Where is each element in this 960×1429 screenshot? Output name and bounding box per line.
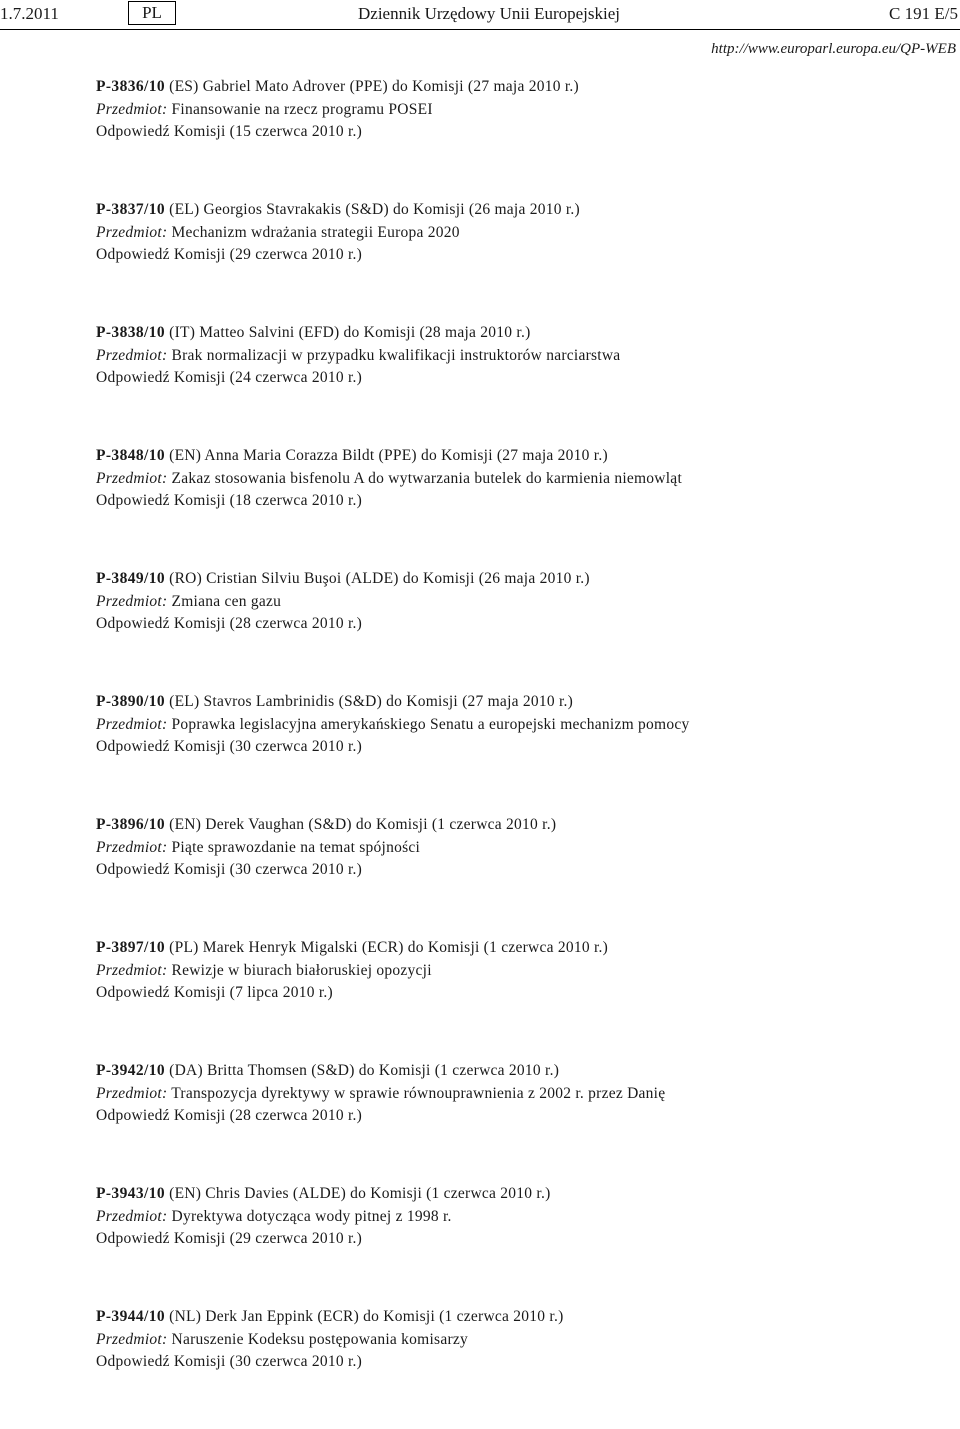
answer-label: Odpowiedź Komisji: [96, 246, 226, 263]
question-number: P-3890/10: [96, 693, 166, 710]
commission-answer: [96, 490, 946, 513]
question-number: P-3896/10: [96, 816, 166, 833]
answer-label: Odpowiedź Komisji: [96, 861, 226, 878]
question-author: (ES) Gabriel Mato Adrover (PPE) do Komisji (27 maja 2010 r.): [169, 78, 579, 95]
question-subject: [96, 222, 946, 245]
commission-answer: [96, 367, 946, 390]
commission-answer: [96, 121, 946, 144]
answer-date: (29 czerwca 2010 r.): [229, 246, 363, 263]
page-reference: C 191 E/5: [889, 4, 958, 23]
question-entry: [96, 76, 946, 199]
question-subject: [96, 468, 946, 491]
question-entry: [96, 691, 946, 814]
commission-answer: [96, 1105, 946, 1128]
subject-label: Przedmiot:: [96, 838, 168, 856]
question-author: (PL) Marek Henryk Migalski (ECR) do Komisji (1 czerwca 2010 r.): [169, 939, 609, 956]
question-heading: [96, 1060, 946, 1083]
question-author: (EN) Chris Davies (ALDE) do Komisji (1 czerwca 2010 r.): [169, 1185, 551, 1202]
subject-label: Przedmiot:: [96, 223, 168, 241]
question-number: P-3943/10: [96, 1185, 166, 1202]
journal-title: Dziennik Urzędowy Unii Europejskiej: [358, 4, 621, 23]
question-number: P-3944/10: [96, 1308, 166, 1325]
question-author: (EN) Anna Maria Corazza Bildt (PPE) do Komisji (27 maja 2010 r.): [169, 447, 608, 464]
publication-date: 1.7.2011: [0, 4, 59, 23]
answer-label: Odpowiedź Komisji: [96, 369, 226, 386]
subject-text: Mechanizm wdrażania strategii Europa 2020: [171, 223, 460, 241]
commission-answer: [96, 1351, 946, 1374]
question-author: (NL) Derk Jan Eppink (ECR) do Komisji (1 czerwca 2010 r.): [169, 1308, 564, 1325]
subject-label: Przedmiot:: [96, 1330, 168, 1348]
question-author: (RO) Cristian Silviu Buşoi (ALDE) do Komisji (26 maja 2010 r.): [169, 570, 590, 587]
question-entry: [96, 445, 946, 568]
answer-label: Odpowiedź Komisji: [96, 1353, 226, 1370]
question-heading: [96, 814, 946, 837]
question-heading: [96, 568, 946, 591]
subject-label: Przedmiot:: [96, 1207, 168, 1225]
question-entry: [96, 937, 946, 1060]
subject-text: Zakaz stosowania bisfenolu A do wytwarzania butelek do karmienia niemowląt: [171, 469, 682, 487]
commission-answer: [96, 859, 946, 882]
subject-text: Poprawka legislacyjna amerykańskiego Senatu a europejski mechanizm pomocy: [171, 715, 690, 733]
source-url[interactable]: http://www.europarl.europa.eu/QP-WEB: [711, 41, 956, 57]
commission-answer: [96, 244, 946, 267]
subject-label: Przedmiot:: [96, 346, 168, 364]
answer-date: (30 czerwca 2010 r.): [229, 861, 363, 878]
answer-date: (15 czerwca 2010 r.): [229, 123, 363, 140]
answer-date: (28 czerwca 2010 r.): [229, 615, 363, 632]
subject-text: Dyrektywa dotycząca wody pitnej z 1998 r.: [171, 1207, 452, 1225]
question-entry: [96, 322, 946, 445]
question-heading: [96, 76, 946, 99]
answer-label: Odpowiedź Komisji: [96, 492, 226, 509]
question-entry: [96, 814, 946, 937]
question-heading: [96, 1183, 946, 1206]
question-heading: [96, 199, 946, 222]
question-entry: [96, 1183, 946, 1306]
question-author: (EL) Georgios Stavrakakis (S&D) do Komisji (26 maja 2010 r.): [169, 201, 580, 218]
question-subject: [96, 1083, 946, 1106]
answer-date: (18 czerwca 2010 r.): [229, 492, 363, 509]
subject-text: Piąte sprawozdanie na temat spójności: [171, 838, 421, 856]
answer-date: (28 czerwca 2010 r.): [229, 1107, 363, 1124]
question-author: (EL) Stavros Lambrinidis (S&D) do Komisji (27 maja 2010 r.): [169, 693, 574, 710]
question-author: (IT) Matteo Salvini (EFD) do Komisji (28 maja 2010 r.): [169, 324, 531, 341]
question-heading: [96, 1306, 946, 1329]
answer-label: Odpowiedź Komisji: [96, 1230, 226, 1247]
question-subject: [96, 345, 946, 368]
question-heading: [96, 322, 946, 345]
commission-answer: [96, 613, 946, 636]
question-number: P-3848/10: [96, 447, 166, 464]
answer-date: (7 lipca 2010 r.): [229, 984, 333, 1001]
commission-answer: [96, 982, 946, 1005]
subject-label: Przedmiot:: [96, 592, 168, 610]
answer-label: Odpowiedź Komisji: [96, 615, 226, 632]
question-number: P-3897/10: [96, 939, 166, 956]
subject-text: Naruszenie Kodeksu postępowania komisarzy: [171, 1330, 469, 1348]
subject-label: Przedmiot:: [96, 100, 168, 118]
question-heading: [96, 445, 946, 468]
question-heading: [96, 937, 946, 960]
question-entry: [96, 199, 946, 322]
question-subject: [96, 591, 946, 614]
question-author: (EN) Derek Vaughan (S&D) do Komisji (1 czerwca 2010 r.): [169, 816, 557, 833]
question-subject: [96, 1329, 946, 1352]
commission-answer: [96, 736, 946, 759]
subject-text: Rewizje w biurach białoruskiej opozycji: [171, 961, 432, 979]
question-list: [96, 76, 946, 1429]
answer-date: (24 czerwca 2010 r.): [229, 369, 363, 386]
question-number: P-3836/10: [96, 78, 166, 95]
answer-label: Odpowiedź Komisji: [96, 738, 226, 755]
answer-label: Odpowiedź Komisji: [96, 1107, 226, 1124]
header-divider: [0, 29, 960, 30]
subject-label: Przedmiot:: [96, 469, 168, 487]
subject-text: Finansowanie na rzecz programu POSEI: [171, 100, 433, 118]
question-subject: [96, 99, 946, 122]
subject-label: Przedmiot:: [96, 1084, 168, 1102]
answer-date: (30 czerwca 2010 r.): [229, 738, 363, 755]
subject-text: Zmiana cen gazu: [171, 592, 282, 610]
subject-text: Transpozycja dyrektywy w sprawie równouprawnienia z 2002 r. przez Danię: [171, 1084, 666, 1102]
question-number: P-3942/10: [96, 1062, 166, 1079]
page-header: [0, 0, 960, 30]
question-subject: [96, 960, 946, 983]
subject-text: Brak normalizacji w przypadku kwalifikacji instruktorów narciarstwa: [171, 346, 621, 364]
question-entry: [96, 1306, 946, 1429]
question-entry: [96, 568, 946, 691]
answer-date: (30 czerwca 2010 r.): [229, 1353, 363, 1370]
question-author: (DA) Britta Thomsen (S&D) do Komisji (1 czerwca 2010 r.): [169, 1062, 560, 1079]
subject-label: Przedmiot:: [96, 715, 168, 733]
question-subject: [96, 1206, 946, 1229]
language-badge: PL: [128, 1, 176, 25]
question-subject: [96, 714, 946, 737]
question-entry: [96, 1060, 946, 1183]
answer-date: (29 czerwca 2010 r.): [229, 1230, 363, 1247]
question-number: P-3838/10: [96, 324, 166, 341]
question-number: P-3849/10: [96, 570, 166, 587]
question-subject: [96, 837, 946, 860]
commission-answer: [96, 1228, 946, 1251]
question-number: P-3837/10: [96, 201, 166, 218]
question-heading: [96, 691, 946, 714]
answer-label: Odpowiedź Komisji: [96, 123, 226, 140]
subject-label: Przedmiot:: [96, 961, 168, 979]
answer-label: Odpowiedź Komisji: [96, 984, 226, 1001]
